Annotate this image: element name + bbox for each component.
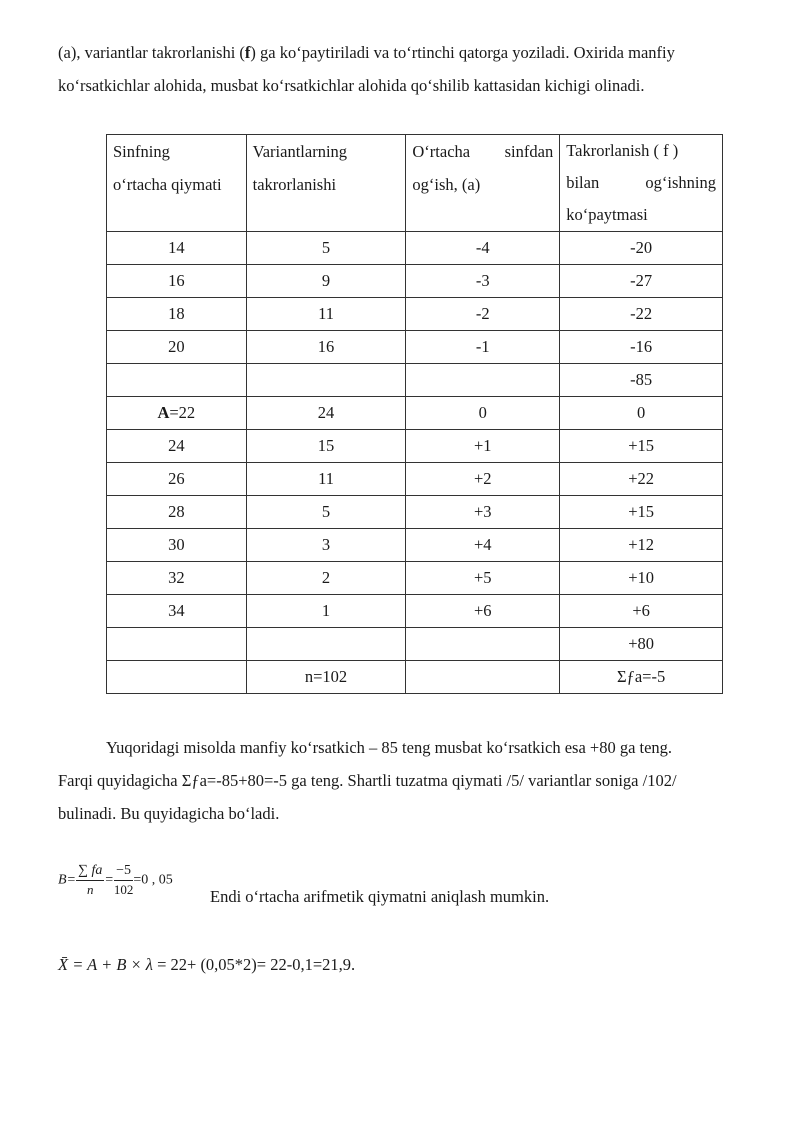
cell-class-mean: 26: [107, 463, 247, 496]
cell-product: +12: [560, 529, 723, 562]
table-row-positive-sum: [107, 628, 723, 661]
cell-class-mean: 18: [107, 298, 247, 331]
cell-deviation: -4: [406, 232, 560, 265]
intro-line2: ko‘rsatkichlar alohida, musbat ko‘rsatkichlar alohida qo‘shilib kattasidan kichigi olinadi.: [58, 76, 645, 95]
intro-line1-b: ) ga ko‘paytiriladi va to‘rtinchi qatorga yoziladi. Oxirida manfiy: [250, 43, 675, 62]
table-body: [107, 232, 723, 694]
header-product: [560, 135, 723, 232]
fraction-denominator: 102: [113, 882, 134, 897]
header-class-mean: [107, 135, 247, 232]
cell-product: -27: [560, 265, 723, 298]
cell-frequency: 5: [246, 496, 406, 529]
formula-b-lhs: B=: [58, 872, 76, 888]
cell-positive-sum: +80: [560, 628, 723, 661]
cell-product: +10: [560, 562, 723, 595]
table-row: [107, 331, 723, 364]
intro-paragraph: [58, 36, 773, 102]
formula-result: =0 , 05: [133, 872, 173, 888]
explanation-line3: bulinadi. Bu quyidagicha bo‘ladi.: [58, 804, 280, 823]
header-product-line3: ko‘paytmasi: [566, 205, 648, 224]
cell-deviation: -1: [406, 331, 560, 364]
header-deviation-word2: sinfdan: [504, 142, 554, 161]
fraction-value: [114, 862, 134, 899]
cell-frequency: [246, 364, 406, 397]
table-row: [107, 529, 723, 562]
table-row: [107, 562, 723, 595]
fraction-numerator: −5: [114, 862, 134, 881]
cell-deviation: +3: [406, 496, 560, 529]
cell-negative-sum: -85: [560, 364, 723, 397]
formula-equals: =: [104, 872, 114, 888]
header-deviation-line2: og‘ish, (a): [412, 175, 481, 194]
cell-class-mean: 14: [107, 232, 247, 265]
cell-frequency: 3: [246, 529, 406, 562]
explanation-line1: Yuqoridagi misolda manfiy ko‘rsatkich – 85 teng musbat ko‘rsatkich esa +80 ga teng.: [106, 738, 673, 757]
cell-class-mean: 16: [107, 265, 247, 298]
cell-frequency: 24: [246, 397, 406, 430]
cell-deviation: +2: [406, 463, 560, 496]
mean-formula-expression: X̄ = A + B × λ: [58, 955, 153, 974]
intro-f-symbol: f: [244, 43, 251, 62]
cell-assumed-mean: A=22: [107, 397, 247, 430]
header-class-mean-line1: Sinfning: [113, 142, 170, 161]
correction-formula: [58, 862, 173, 899]
table-row: [107, 463, 723, 496]
frequency-table: [106, 134, 723, 694]
table-row: [107, 595, 723, 628]
cell-product: -22: [560, 298, 723, 331]
cell-frequency: 5: [246, 232, 406, 265]
header-product-word1: bilan: [566, 173, 600, 192]
fraction-numerator: ∑ fa: [76, 862, 104, 881]
cell-frequency: 15: [246, 430, 406, 463]
table-row: [107, 265, 723, 298]
table-row: [107, 496, 723, 529]
cell-frequency: 1: [246, 595, 406, 628]
cell-deviation: -2: [406, 298, 560, 331]
table-row: [107, 298, 723, 331]
cell-deviation: [406, 628, 560, 661]
cell-class-mean: [107, 364, 247, 397]
table-row-negative-sum: [107, 364, 723, 397]
header-product-word2: og‘ishning: [645, 173, 716, 192]
header-frequency-line1: Variantlarning: [252, 142, 348, 161]
cell-product: +15: [560, 496, 723, 529]
explanation-paragraph: [58, 731, 773, 830]
cell-frequency: [246, 628, 406, 661]
cell-total-sum: Σƒa=-5: [560, 661, 723, 694]
cell-frequency: 11: [246, 463, 406, 496]
table-row-assumed-mean: [107, 397, 723, 430]
cell-class-mean: 28: [107, 496, 247, 529]
cell-class-mean: 34: [107, 595, 247, 628]
header-class-mean-line2: o‘rtacha qiymati: [113, 175, 222, 194]
cell-product: +6: [560, 595, 723, 628]
fraction-sum-fa-over-n: [76, 862, 104, 899]
cell-frequency: 11: [246, 298, 406, 331]
cell-product: -20: [560, 232, 723, 265]
cell-class-mean: 32: [107, 562, 247, 595]
cell-class-mean: 24: [107, 430, 247, 463]
cell-deviation: +5: [406, 562, 560, 595]
cell-product: +22: [560, 463, 723, 496]
table-header-row: [107, 135, 723, 232]
cell-deviation: +1: [406, 430, 560, 463]
mean-formula: [58, 955, 355, 975]
cell-product: -16: [560, 331, 723, 364]
cell-total-n: n=102: [246, 661, 406, 694]
mean-formula-calculation: = 22+ (0,05*2)= 22-0,1=21,9.: [152, 955, 356, 974]
cell-frequency: 9: [246, 265, 406, 298]
cell-deviation: 0: [406, 397, 560, 430]
header-frequency: [246, 135, 406, 232]
fraction-denominator: n: [86, 882, 94, 897]
header-deviation: [406, 135, 560, 232]
cell-class-mean: 30: [107, 529, 247, 562]
header-product-line1: Takrorlanish ( f ): [566, 141, 679, 160]
formula-followup-text: Endi o‘rtacha arifmetik qiymatni aniqlash mumkin.: [210, 887, 550, 906]
cell-class-mean: 20: [107, 331, 247, 364]
cell-deviation: [406, 661, 560, 694]
intro-line1-a: (a), variantlar takrorlanishi (: [58, 43, 245, 62]
cell-deviation: -3: [406, 265, 560, 298]
cell-frequency: 2: [246, 562, 406, 595]
explanation-line2: Farqi quyidagicha Σƒa=-85+80=-5 ga teng. Shartli tuzatma qiymati /5/ variantlar soniga /102/: [58, 771, 677, 790]
cell-deviation: +4: [406, 529, 560, 562]
table-row-total: [107, 661, 723, 694]
cell-frequency: 16: [246, 331, 406, 364]
cell-product: 0: [560, 397, 723, 430]
table-row: [107, 430, 723, 463]
cell-product: +15: [560, 430, 723, 463]
cell-deviation: [406, 364, 560, 397]
header-frequency-line2: takrorlanishi: [252, 175, 337, 194]
table-row: [107, 232, 723, 265]
cell-class-mean: [107, 628, 247, 661]
cell-class-mean: [107, 661, 247, 694]
cell-deviation: +6: [406, 595, 560, 628]
header-deviation-word1: O‘rtacha: [412, 142, 471, 161]
